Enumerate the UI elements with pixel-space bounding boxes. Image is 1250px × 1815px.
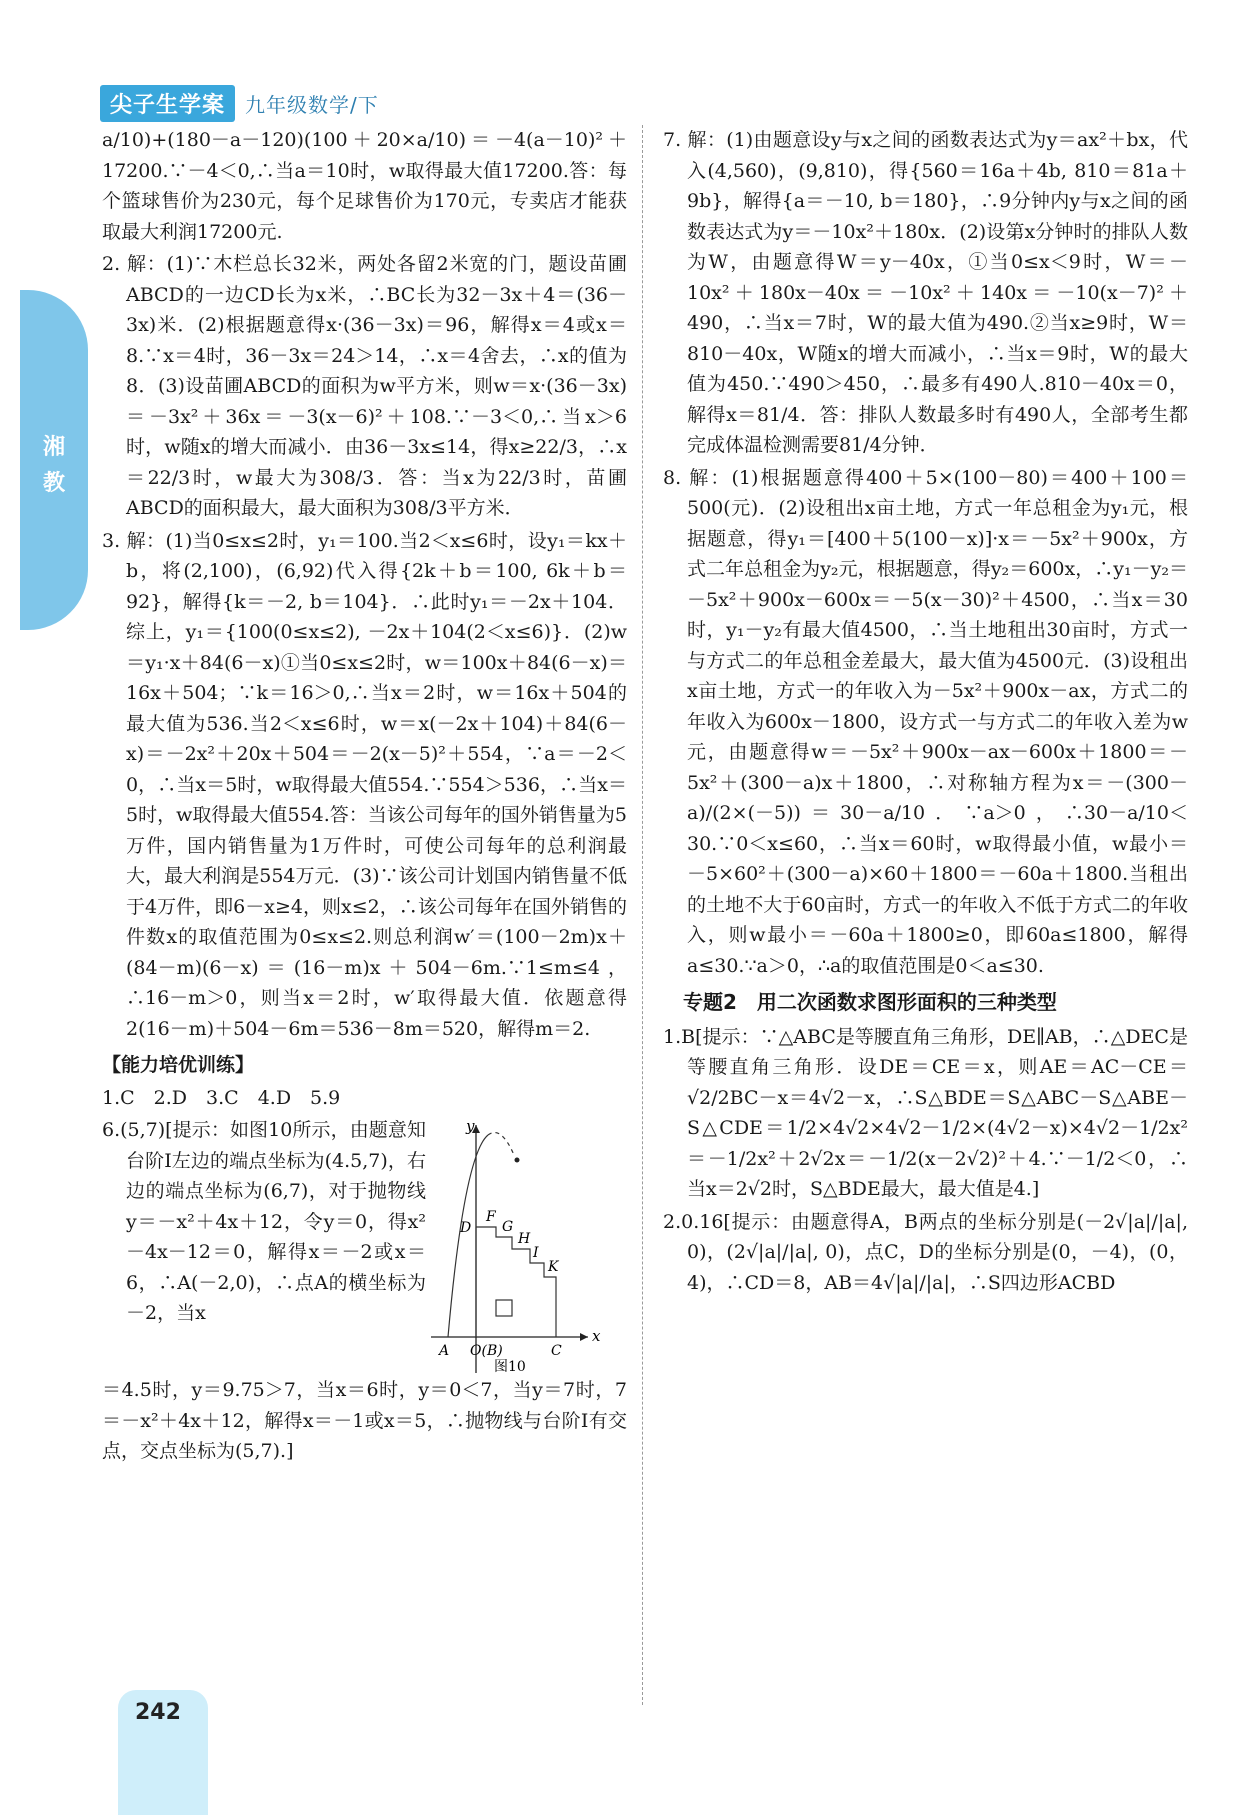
point-A: A bbox=[439, 1343, 450, 1359]
book-brand: 尖子生学案 bbox=[100, 85, 235, 122]
side-tab-char-1: 湘 bbox=[42, 435, 65, 460]
choice-answers: 1.C 2.D 3.C 4.D 5.9 bbox=[102, 1086, 341, 1109]
point-H: H bbox=[518, 1231, 531, 1247]
parabola-left bbox=[448, 1135, 488, 1337]
side-tab bbox=[20, 290, 88, 630]
book-subtitle: 九年级数学/下 bbox=[245, 92, 379, 117]
topic-2-question-2: 2.0.16[提示：由题意得A，B两点的坐标分别是(－2√|a|/|a|, 0)，(2√|a|/|a|, 0)，点C，D的坐标分别是(0，－4)，(0，4)，∴CD＝8，AB＝4√|a|/|a|，∴S四边形ACBD bbox=[663, 1210, 1188, 1294]
problem-6-block bbox=[102, 1115, 627, 1375]
point-I: I bbox=[533, 1245, 539, 1261]
problem-6-rest: ＝4.5时，y＝9.75＞7，当x＝6时，y＝0＜7，当y＝7时，7＝－x²＋4x＋12，解得x＝－1或x＝5，∴抛物线与台阶I有交点，交点坐标为(5,7).] bbox=[102, 1379, 627, 1462]
staircase bbox=[476, 1227, 556, 1337]
column-divider bbox=[642, 125, 643, 1705]
point-G: G bbox=[502, 1219, 514, 1235]
solution-continued: a/10)+(180－a－120)(100＋20×a/10)＝－4(a－10)²＋17200.∵－4＜0,∴当a＝10时，w取得最大值17200.答：每个篮球售价为230元，每个足球售价为170元，专卖店才能获取最大利润17200元. bbox=[102, 129, 627, 243]
page-number: 242 bbox=[135, 1700, 181, 1725]
x-axis-arrow-icon bbox=[580, 1333, 588, 1341]
problem-8: 8. 解：(1)根据题意得400＋5×(100－80)＝400＋100＝500(元)．(2)设租出x亩土地，方式一年总租金为y₁元，根据题意，得y₁＝[400＋5(100－x)]·x＝－5x²＋900x，方式二年总租金为y₂元，根据题意，得y₂＝600x，∴y₁－y₂＝－5x²＋900x－600x＝－5(x－30)²＋4500，∴当x＝30时，y₁－y₂有最大值4500，∴当土地租出30亩时，方式一与方式二的年总租金差最大，最大值为4500元．(3)设租出x亩土地，方式一的年收入为－5x²＋900x－ax，方式二的年收入为600x－1800，设方式一与方式二的年收入差为w元，由题意得w＝－5x²＋900x－ax－600x＋1800＝－5x²＋(300－a)x＋1800，∴对称轴方程为x＝－(300－a)/(2×(－5))＝30－a/10．∵a＞0，∴30－a/10＜30.∵0＜x≤60，∴当x＝60时，w取得最小值，w最小＝－5×60²＋(300－a)×60＋1800＝－60a＋1800.当租出的土地不大于60亩时，方式一的年收入不低于方式二的年收入，则w最小＝－60a＋1800≥0，即60a≤1800，解得a≤30.∵a＞0，∴a的取值范围是0＜a≤30. bbox=[663, 466, 1188, 977]
figure-10 bbox=[426, 1115, 651, 1375]
side-tab-char-2: 教 bbox=[42, 471, 65, 496]
problem-2: 2. 解：(1)∵木栏总长32米，两处各留2米宽的门，题设苗圃ABCD的一边CD长为x米，∴BC长为32－3x＋4＝(36－3x)米．(2)根据题意得x·(36－3x)＝96，解得x＝4或x＝8.∵x＝4时，36－3x＝24＞14，∴x＝4舍去，∴x的值为8．(3)设苗圃ABCD的面积为w平方米，则w＝x·(36－3x)＝－3x²＋36x＝－3(x－6)²＋108.∵－3＜0,∴当x＞6时，w随x的增大而减小．由36－3x≤14，得x≥22/3，∴x＝22/3时，w最大为308/3．答：当x为22/3时，苗圃ABCD的面积最大，最大面积为308/3平方米． bbox=[102, 253, 627, 519]
point-F: F bbox=[486, 1209, 496, 1225]
topic-2-title: 专题2 用二次函数求图形面积的三种类型 bbox=[683, 990, 1057, 1014]
left-column bbox=[102, 125, 627, 1469]
point-C: C bbox=[551, 1343, 562, 1359]
figure-box bbox=[496, 1300, 512, 1316]
problem-3: 3. 解：(1)当0≤x≤2时，y₁＝100.当2＜x≤6时，设y₁＝kx＋b，将(2,100)，(6,92)代入得{2k＋b＝100, 6k＋b＝92}，解得{k＝－2, b＝104}．∴此时y₁＝－2x＋104．综上，y₁＝{100(0≤x≤2), －2x＋104(2＜x≤6)}．(2)w＝y₁·x＋84(6－x)①当0≤x≤2时，w＝100x＋84(6－x)＝16x＋504；∵k＝16＞0,∴当x＝2时，w＝16x＋504的最大值为536.当2＜x≤6时，w＝x(－2x＋104)＋84(6－x)＝－2x²＋20x＋504＝－2(x－5)²＋554，∵a＝－2＜0，∴当x＝5时，w取得最大值554.∵554＞536，∴当x＝5时，w取得最大值554.答：当该公司每年的国外销售量为5万件，国内销售量为1万件时，可使公司每年的总利润最大，最大利润是554万元．(3)∵该公司计划国内销售量不低于4万件，即6－x≥4，则x≤2，∴该公司每年在国外销售的件数x的取值范围为0≤x≤2.则总利润w′＝(100－2m)x＋(84－m)(6－x)＝(16－m)x＋504－6m.∵1≤m≤4，∴16－m＞0，则当x＝2时，w′取得最大值．依题意得2(16－m)＋504－6m＝536－8m＝520，解得m＝2. bbox=[102, 529, 627, 1040]
topic-2-question-1: 1.B[提示：∵△ABC是等腰直角三角形，DE∥AB，∴△DEC是等腰直角三角形．设DE＝CE＝x，则AE＝AC－CE＝√2/2BC－x＝4√2－x，∴S△BDE＝S△ABC－S△ABE－S△CDE＝1/2×4√2×4√2－1/2×(4√2－x)×4√2－1/2x²＝－1/2x²＋2√2x＝－1/2(x－2√2)²＋4.∵－1/2＜0，∴当x＝2√2时，S△BDE最大，最大值是4.] bbox=[663, 1025, 1188, 1200]
problem-6: 6.(5,7)[提示：如图10所示，由题意知台阶I左边的端点坐标为(4.5,7)，右边的端点坐标为(6,7)，对于抛物线y＝－x²＋4x＋12，令y＝0，得x²－4x－12＝0，解得x＝－2或x＝6，∴A(－2,0)，∴点A的横坐标为－2，当x bbox=[102, 1119, 426, 1324]
x-axis-label: x bbox=[592, 1327, 601, 1345]
point-O-B: O(B) bbox=[470, 1343, 503, 1359]
problem-7: 7. 解：(1)由题意设y与x之间的函数表达式为y＝ax²＋bx，代入(4,560)，(9,810)，得{560＝16a＋4b, 810＝81a＋9b}，解得{a＝－10, b＝180}，∴9分钟内y与x之间的函数表达式为y＝－10x²＋180x．(2)设第x分钟时的排队人数为W，由题意得W＝y－40x，①当0≤x＜9时，W＝－10x²＋180x－40x＝－10x²＋140x＝－10(x－7)²＋490，∴当x＝7时，W的最大值为490.②当x≥9时，W＝810－40x，W随x的增大而减小，∴当x＝9时，W的最大值为450.∵490＞450，∴最多有490人.810－40x＝0，解得x＝81/4．答：排队人数最多时有490人，全部考生都完成体温检测需要81/4分钟． bbox=[663, 129, 1188, 456]
ability-training-title: 【能力培优训练】 bbox=[102, 1054, 255, 1076]
figure-caption: 图10 bbox=[494, 1359, 526, 1375]
parabola-end-dot bbox=[515, 1158, 520, 1163]
point-D: D bbox=[460, 1220, 472, 1236]
page-header bbox=[100, 88, 379, 118]
parabola-dashed bbox=[488, 1133, 514, 1156]
point-K: K bbox=[548, 1259, 559, 1275]
y-axis-label: y bbox=[466, 1117, 475, 1135]
right-column bbox=[663, 125, 1188, 1300]
